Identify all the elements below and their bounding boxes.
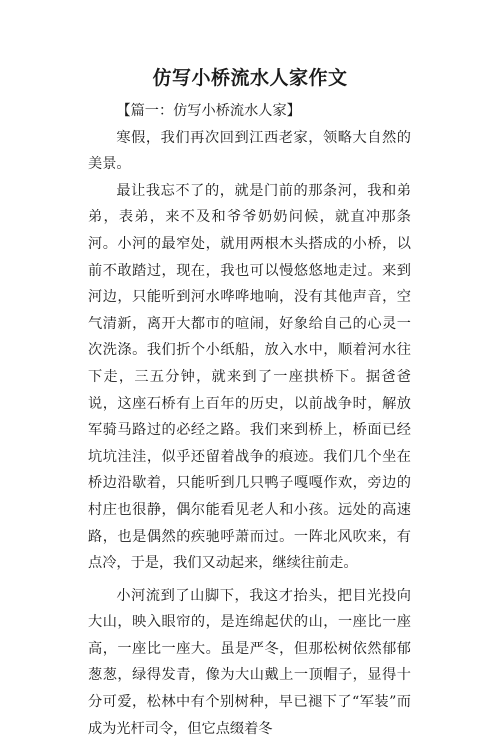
document-body bbox=[88, 98, 411, 742]
document-title: 仿写小桥流水人家作文 bbox=[152, 67, 348, 89]
paragraph-1: 寒假，我们再次回到江西老家，领略大自然的美景。 bbox=[88, 129, 411, 173]
section-heading: 【篇一：仿写小桥流水人家】 bbox=[116, 103, 301, 119]
paragraph-2: 最让我忘不了的，就是门前的那条河，我和弟弟，表弟，来不及和爷爷奶奶问候，就直冲那条河。小河的最窄处，就用两根木头搭成的小桥，以前不敢踏过，现在，我也可以慢悠悠地走过。来到河边，只能听到河水哗哗地响，没有其他声音，空气清新，离开大都市的喧闹，好象给自己的心灵一次洗涤。我们折个小纸船，放入水中，顺着河水往下走，三五分钟，就来到了一座拱桥下。据爸爸说，这座石桥有上百年的历史，以前战争时，解放军骑马路过的必经之路。我们来到桥上，桥面已经坑坑洼洼，似乎还留着战争的痕迹。我们几个坐在桥边沿歇着，只能听到几只鸭子嘎嘎作欢，旁边的村庄也很静，偶尔能看见老人和小孩。远处的高速路，也是偶然的疾驰呼萧而过。一阵北风吹来，有点冷，于是，我们又动起来，继续往前走。 bbox=[88, 182, 411, 572]
paragraph-3: 小河流到了山脚下，我这才抬头，把目光投向大山，映入眼帘的，是连绵起伏的山，一座比一座高，一座比一座大。虽是严冬，但那松树依然郁郁葱葱，绿得发青，像为大山戴上一顶帽子，显得十分可爱，松林中有个别树种，早已褪下了“军装”而成为光杆司令，但它点缀着冬 bbox=[88, 587, 411, 737]
